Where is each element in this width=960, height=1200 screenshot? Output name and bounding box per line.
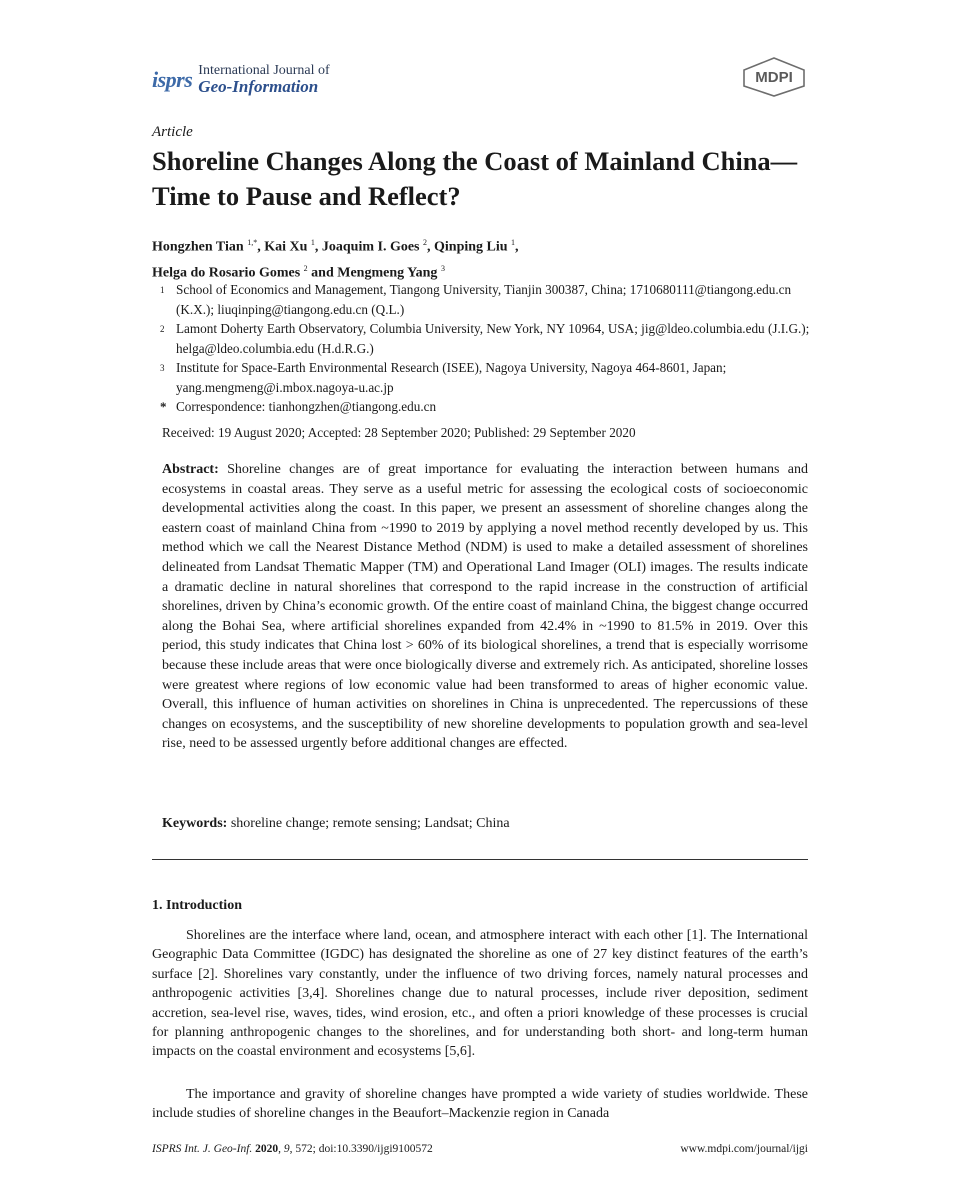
author-affiliation-sup: 2 [423, 238, 427, 247]
author-name: Mengmeng Yang [337, 265, 438, 281]
abstract [162, 460, 808, 754]
introduction-paragraph: Shorelines are the interface where land, ocean, and atmosphere interact with each other [1]. The International Geographic Data Committee (IGDC) has designated the shoreline as one of 27 key distinct features of the earth’s surface [2]. Shorelines vary constantly, under the influence of two driving forces, namely natural processes and anthropogenic activities [3,4]. Shorelines change due to natural processes, include river deposition, sediment accretion, sea-level rise, waves, tides, wind erosion, etc., and often a priori knowledge of these processes is crucial for planning anthropogenic changes to the shorelines, and for understanding both short- and long-term human impacts on the coastal environment and ecosystems [5,6]. [152, 928, 808, 1060]
footer-url[interactable]: www.mdpi.com/journal/ijgi [680, 1143, 808, 1155]
keywords [162, 816, 808, 832]
author-separator: , [257, 239, 265, 255]
author-separator: , [427, 239, 434, 255]
footer-year: 2020 [255, 1143, 279, 1155]
abstract-text: Shoreline changes are of great importance for evaluating the interaction between humans and ecosystems in coastal areas. They serve as a useful metric for assessing the ecological costs of socioeconomic developmental activities along the coast. In this paper, we present an assessment of shoreline changes along the eastern coast of mainland China from ~1990 to 2019 by applying a novel method recently developed by us. This method which we call the Nearest Distance Method (NDM) is used to make a detailed assessment of shorelines delineated from Landsat Thematic Mapper (TM) and Operational Land Imager (OLI) images. The results indicate a dramatic decline in natural shorelines that correspond to the rapid increase in the construction of artificial shorelines, driven by China’s economic growth. Of the entire coast of mainland China, the biggest change occurred along the Bohai Sea, where artificial shorelines expanded from 42.4% in ~1990 to 81.5% in 2019. Over this period, this study indicates that China lost > 60% of its biological shorelines, a trend that is especially worrisome because these include areas that were once biologically diverse and extremely rich. As anticipated, shoreline losses were greatest where regions of low economic value had been transformed to areas of higher economic value. Overall, this influence of human activities on shorelines in China is unprecedented. The repercussions of these changes on ecosystems, and the susceptibility of new shoreline developments to population growth and sea-level rise, need to be assessed urgently before additional changes are effected. [162, 462, 808, 752]
affiliation-number: 1 [160, 285, 165, 295]
correspondence-marker: * [160, 399, 167, 414]
author-affiliation-sup: 1,* [247, 238, 258, 247]
affiliation-number: 3 [160, 363, 165, 373]
affiliation-item [160, 280, 820, 319]
mdpi-logo-text: MDPI [755, 69, 793, 86]
journal-name [198, 64, 329, 97]
journal-logo [152, 60, 330, 100]
journal-name-line1: International Journal of [198, 62, 330, 78]
introduction-paragraph: The importance and gravity of shoreline changes have prompted a wide variety of studies worldwide. These include studies of shoreline changes in the Beaufort–Mackenzie region in Canada [152, 1087, 808, 1122]
author-separator: , [314, 239, 322, 255]
mdpi-logo-icon [740, 56, 808, 98]
correspondence-text: Correspondence: tianhongzhen@tiangong.edu.cn [176, 399, 437, 414]
article-type: Article [152, 124, 193, 140]
author-list [152, 232, 812, 283]
affiliation-item [160, 319, 820, 358]
affiliation-number: 2 [160, 324, 165, 334]
correspondence [160, 397, 820, 417]
author-name: Qinping Liu [434, 239, 508, 255]
author-separator: , [515, 239, 519, 255]
isprs-logo-mark: isprs [152, 67, 193, 92]
author-separator: and [307, 265, 338, 281]
keywords-text: shoreline change; remote sensing; Landsat; China [230, 816, 510, 831]
paper-title: Shoreline Changes Along the Coast of Mainland China—Time to Pause and Reflect? [152, 146, 798, 211]
publication-dates: Received: 19 August 2020; Accepted: 28 September 2020; Published: 29 September 2020 [162, 425, 636, 440]
author-name: Helga do Rosario Gomes [152, 265, 301, 281]
journal-name-line2: Geo-Information [198, 77, 319, 97]
author-affiliation-sup: 1 [511, 238, 516, 247]
footer-citation: ISPRS Int. J. Geo-Inf. 2020, 9, 572; doi:10.3390/ijgi9100572 [152, 1143, 433, 1155]
affiliation-text: School of Economics and Management, Tiangong University, Tianjin 300387, China; 1710680111@tiangong.edu.cn (K.X.); liuqinping@tiangong.edu.cn (Q.L.) [176, 282, 792, 317]
author-name: Kai Xu [264, 239, 308, 255]
footer-doi: , 572; doi:10.3390/ijgi9100572 [289, 1143, 433, 1155]
section-divider [152, 859, 808, 860]
affiliation-item [160, 358, 820, 397]
affiliation-text: Institute for Space-Earth Environmental Research (ISEE), Nagoya University, Nagoya 464-8601, Japan; yang.mengmeng@i.mbox.nagoya-u.ac.jp [176, 360, 727, 395]
footer-journal-abbrev: ISPRS Int. J. Geo-Inf. [152, 1143, 253, 1155]
section-heading-introduction: 1. Introduction [152, 898, 242, 913]
author-affiliation-sup: 1 [310, 238, 315, 247]
footer-volume: 9 [283, 1143, 290, 1155]
author-affiliation-sup: 3 [440, 263, 445, 273]
affiliations [160, 280, 820, 417]
abstract-label: Abstract: [162, 462, 219, 477]
author-name: Hongzhen Tian [152, 239, 244, 255]
affiliation-text: Lamont Doherty Earth Observatory, Columbia University, New York, NY 10964, USA; jig@ldeo.columbia.edu (J.I.G.); helga@ldeo.columbia.edu (H.d.R.G.) [176, 321, 810, 356]
author-affiliation-sup: 2 [303, 263, 308, 273]
author-name: Joaquim I. Goes [321, 239, 420, 255]
keywords-label: Keywords: [162, 816, 228, 831]
